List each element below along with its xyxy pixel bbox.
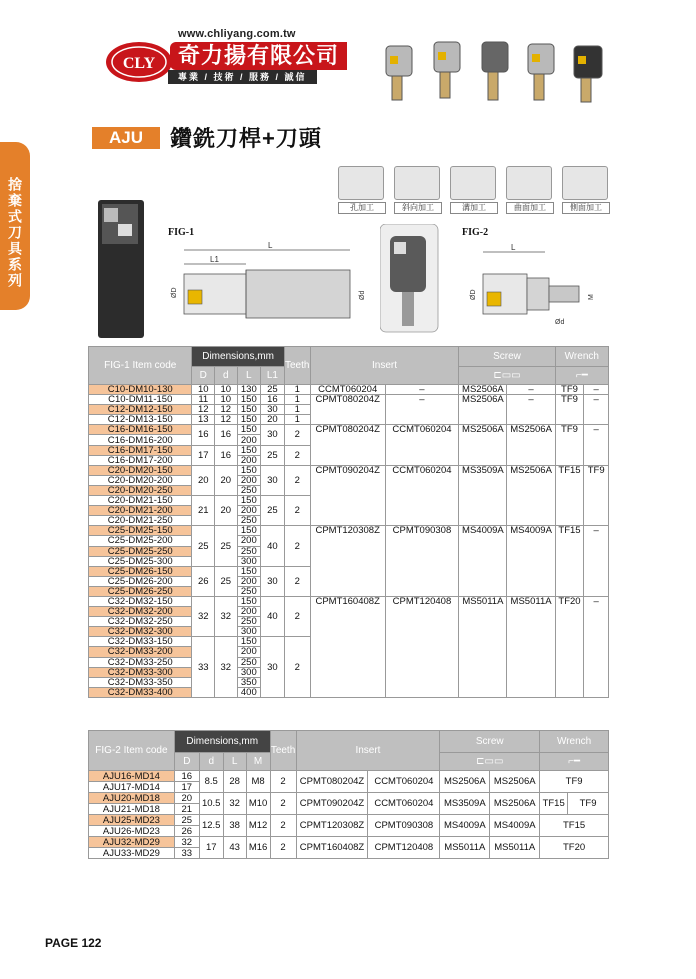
dim-D: 17	[174, 782, 199, 793]
item-code: C25-DM25-150	[89, 526, 192, 536]
spec-teeth: 2	[270, 793, 296, 815]
spec-a: CCMT060204	[310, 385, 385, 395]
spec-s1: MS2506A	[459, 425, 507, 465]
teeth: 1	[284, 405, 310, 415]
item-code: AJU16-MD14	[89, 771, 175, 782]
svg-text:L: L	[511, 243, 516, 252]
spec-s2: MS4009A	[490, 815, 540, 837]
dim-D: 16	[174, 771, 199, 782]
spec-s1: MS5011A	[459, 596, 507, 697]
spec-L: 32	[223, 793, 246, 815]
spec-L: 28	[223, 771, 246, 793]
dim-D: 32	[174, 837, 199, 848]
spec-i2: CPMT090308	[368, 815, 440, 837]
spec-s2: MS2506A	[507, 465, 555, 526]
svg-text:M: M	[588, 294, 595, 300]
dim-L: 150	[237, 637, 261, 647]
item-code: AJU20-MD18	[89, 793, 175, 804]
col-insert: Insert	[310, 347, 459, 385]
dim-L: 300	[237, 667, 261, 677]
t2-col-d: d	[199, 753, 223, 771]
dim-L1: 30	[261, 405, 285, 415]
col-L1: L1	[261, 367, 285, 385]
dim-L: 150	[237, 445, 261, 455]
spec-teeth: 2	[270, 815, 296, 837]
dim-L: 150	[237, 405, 261, 415]
dim-L: 150	[237, 465, 261, 475]
product-code-badge: AJU	[92, 127, 160, 149]
spec-a: CPMT160408Z	[310, 596, 385, 697]
dim-L: 250	[237, 516, 261, 526]
item-code: C32-DM33-300	[89, 667, 192, 677]
spec-w1: TF9	[555, 385, 584, 395]
dim-d: 12	[215, 405, 238, 415]
spec-s1: MS4009A	[459, 526, 507, 597]
t2-col-screw: Screw	[440, 731, 540, 753]
spec-s2: MS2506A	[490, 793, 540, 815]
dim-L1: 25	[261, 496, 285, 526]
dim-L: 150	[237, 596, 261, 606]
dim-D: 26	[192, 566, 215, 596]
spec-a: CPMT080204Z	[310, 425, 385, 465]
product-title: 鑽銑刀桿+刀頭	[170, 126, 322, 151]
dim-D: 26	[174, 826, 199, 837]
spec-w1: TF9	[540, 771, 609, 793]
spec-w1: TF20	[555, 596, 584, 697]
spec-s1: MS2506A	[459, 395, 507, 425]
spec-w1: TF20	[540, 837, 609, 859]
company-tagline: 專業 / 技術 / 服務 / 誠信	[168, 70, 317, 84]
spec-w2: –	[584, 425, 609, 465]
item-code: C32-DM33-150	[89, 637, 192, 647]
table-row	[89, 771, 609, 782]
svg-text:ØD: ØD	[171, 287, 178, 298]
dim-D: 25	[174, 815, 199, 826]
t2-col-M: M	[246, 753, 270, 771]
spec-M: M8	[246, 771, 270, 793]
spec-L: 43	[223, 837, 246, 859]
op-ramp: 斜向加工	[394, 166, 442, 214]
dim-L: 150	[237, 425, 261, 435]
dim-D: 20	[192, 465, 215, 495]
spec-i2: CCMT060204	[368, 771, 440, 793]
company-logo	[104, 40, 174, 84]
table-row	[89, 395, 609, 405]
dim-D: 21	[192, 496, 215, 526]
op-curve: 曲面加工	[506, 166, 554, 214]
spec-w2: –	[584, 596, 609, 697]
t2-col-L: L	[223, 753, 246, 771]
dim-D: 33	[192, 637, 215, 698]
item-code: C16-DM16-150	[89, 425, 192, 435]
spec-s1: MS4009A	[440, 815, 490, 837]
col-D: D	[192, 367, 215, 385]
item-code: AJU17-MD14	[89, 782, 175, 793]
teeth: 1	[284, 385, 310, 395]
t2-wrench-icon: ⌐━	[540, 753, 609, 771]
dim-L1: 30	[261, 465, 285, 495]
dim-D: 10	[192, 385, 215, 395]
t2-col-insert: Insert	[296, 731, 440, 771]
spec-M: M12	[246, 815, 270, 837]
item-code: C32-DM32-250	[89, 617, 192, 627]
teeth: 1	[284, 395, 310, 405]
spec-d: 12.5	[199, 815, 223, 837]
dim-D: 25	[192, 526, 215, 566]
dim-L: 200	[237, 435, 261, 445]
dim-d: 16	[215, 425, 238, 445]
table-row	[89, 837, 609, 848]
dim-L: 350	[237, 677, 261, 687]
spec-s2: MS4009A	[507, 526, 555, 597]
item-code: C16-DM16-200	[89, 435, 192, 445]
company-name: 奇力揚有限公司	[170, 42, 347, 70]
item-code: C32-DM33-250	[89, 657, 192, 667]
item-code: C12-DM12-150	[89, 405, 192, 415]
dim-L: 150	[237, 496, 261, 506]
dim-L: 200	[237, 536, 261, 546]
fig1-spec-table	[88, 346, 609, 698]
dim-L: 250	[237, 657, 261, 667]
sidebar-category: 捨棄式刀具系列	[0, 142, 30, 310]
spec-w1: TF15	[555, 465, 584, 526]
t2-col-item-code: FIG-2 Item code	[89, 731, 175, 771]
dim-L: 150	[237, 415, 261, 425]
spec-b: –	[385, 395, 459, 425]
dim-L: 200	[237, 506, 261, 516]
operation-icons	[338, 166, 608, 214]
teeth: 2	[284, 465, 310, 495]
table-row	[89, 526, 609, 536]
spec-i2: CPMT120408	[368, 837, 440, 859]
dim-L: 200	[237, 576, 261, 586]
t2-col-wrench: Wrench	[540, 731, 609, 753]
dim-D: 16	[192, 425, 215, 445]
tool-photo-fig1	[94, 200, 154, 340]
item-code: C25-DM25-250	[89, 546, 192, 556]
dim-D: 12	[192, 405, 215, 415]
item-code: C32-DM33-200	[89, 647, 192, 657]
side-machining-icon	[562, 166, 608, 200]
table-row	[89, 815, 609, 826]
dim-D: 21	[174, 804, 199, 815]
teeth: 2	[284, 445, 310, 465]
item-code: C16-DM17-200	[89, 455, 192, 465]
teeth: 1	[284, 415, 310, 425]
dim-d: 25	[215, 526, 238, 566]
teeth: 2	[284, 425, 310, 445]
spec-a: CPMT120308Z	[310, 526, 385, 597]
dim-d: 10	[215, 395, 238, 405]
spec-w2: –	[584, 395, 609, 425]
slot-machining-icon	[450, 166, 496, 200]
spec-s2: –	[507, 395, 555, 425]
table-row	[89, 465, 609, 475]
tool-photo-fig2	[380, 224, 440, 334]
t2-col-dimensions: Dimensions,mm	[174, 731, 270, 753]
op-slot: 溝加工	[450, 166, 498, 214]
hole-machining-icon	[338, 166, 384, 200]
item-code: C32-DM33-400	[89, 687, 192, 697]
spec-d: 8.5	[199, 771, 223, 793]
item-code: C25-DM25-200	[89, 536, 192, 546]
spec-s1: MS5011A	[440, 837, 490, 859]
dim-d: 20	[215, 496, 238, 526]
op-side: 側面加工	[562, 166, 610, 214]
spec-i1: CPMT090204Z	[296, 793, 368, 815]
spec-w1: TF9	[555, 425, 584, 465]
spec-i1: CPMT160408Z	[296, 837, 368, 859]
spec-b: –	[385, 385, 459, 395]
dim-D: 33	[174, 848, 199, 859]
dim-L: 130	[237, 385, 261, 395]
item-code: C10-DM10-130	[89, 385, 192, 395]
spec-b: CPMT090308	[385, 526, 459, 597]
item-code: C20-DM20-150	[89, 465, 192, 475]
item-code: C20-DM21-200	[89, 506, 192, 516]
dim-D: 17	[192, 445, 215, 465]
spec-w2: –	[584, 385, 609, 395]
spec-i2: CCMT060204	[368, 793, 440, 815]
col-item-code: FIG-1 Item code	[89, 347, 192, 385]
fig2-drawing	[465, 240, 600, 330]
col-dimensions: Dimensions,mm	[192, 347, 284, 367]
dim-d: 10	[215, 385, 238, 395]
spec-w2: TF9	[568, 793, 609, 815]
dim-d: 16	[215, 445, 238, 465]
fig1-drawing	[170, 240, 370, 330]
item-code: C16-DM17-150	[89, 445, 192, 455]
item-code: C20-DM21-250	[89, 516, 192, 526]
spec-i1: CPMT080204Z	[296, 771, 368, 793]
item-code: C32-DM33-350	[89, 677, 192, 687]
spec-w1: TF9	[555, 395, 584, 425]
teeth: 2	[284, 566, 310, 596]
ramp-machining-icon	[394, 166, 440, 200]
spec-teeth: 2	[270, 771, 296, 793]
dim-L1: 20	[261, 415, 285, 425]
dim-L1: 30	[261, 637, 285, 698]
spec-s1: MS3509A	[440, 793, 490, 815]
spec-s1: MS2506A	[459, 385, 507, 395]
teeth: 2	[284, 526, 310, 566]
col-L: L	[237, 367, 261, 385]
spec-s2: MS5011A	[490, 837, 540, 859]
op-hole: 孔加工	[338, 166, 386, 214]
dim-L1: 16	[261, 395, 285, 405]
t2-col-D: D	[174, 753, 199, 771]
spec-a: CPMT090204Z	[310, 465, 385, 526]
spec-b: CCMT060204	[385, 425, 459, 465]
spec-s2: MS2506A	[490, 771, 540, 793]
dim-L: 250	[237, 586, 261, 596]
svg-text:L: L	[268, 241, 273, 250]
svg-text:L1: L1	[210, 255, 219, 264]
spec-w1: TF15	[540, 815, 609, 837]
header-tool-images	[378, 36, 618, 108]
item-code: C32-DM32-300	[89, 627, 192, 637]
svg-text:ØD: ØD	[470, 289, 477, 300]
dim-L: 250	[237, 485, 261, 495]
dim-L: 200	[237, 607, 261, 617]
dim-d: 32	[215, 596, 238, 636]
fig2-spec-table	[88, 730, 609, 859]
dim-L: 200	[237, 455, 261, 465]
wrench-icon: ⌐━	[555, 367, 608, 385]
dim-d: 12	[215, 415, 238, 425]
dim-L: 300	[237, 627, 261, 637]
item-code: C20-DM21-150	[89, 496, 192, 506]
col-wrench: Wrench	[555, 347, 608, 367]
spec-M: M16	[246, 837, 270, 859]
table-row	[89, 596, 609, 606]
t2-screw-icon: ⊏▭▭	[440, 753, 540, 771]
item-code: C20-DM20-200	[89, 475, 192, 485]
t2-col-teeth: Teeth	[270, 731, 296, 771]
dim-L: 250	[237, 617, 261, 627]
table-row	[89, 425, 609, 435]
curve-machining-icon	[506, 166, 552, 200]
svg-text:Ød: Ød	[359, 290, 366, 300]
item-code: AJU32-MD29	[89, 837, 175, 848]
spec-d: 17	[199, 837, 223, 859]
item-code: AJU25-MD23	[89, 815, 175, 826]
item-code: C12-DM13-150	[89, 415, 192, 425]
spec-s1: MS3509A	[459, 465, 507, 526]
dim-D: 20	[174, 793, 199, 804]
spec-b: CCMT060204	[385, 465, 459, 526]
spec-L: 38	[223, 815, 246, 837]
item-code: AJU26-MD23	[89, 826, 175, 837]
teeth: 2	[284, 596, 310, 636]
item-code: C25-DM26-200	[89, 576, 192, 586]
page-number: PAGE 122	[45, 936, 102, 950]
col-teeth: Teeth	[284, 347, 310, 385]
dim-L1: 25	[261, 385, 285, 395]
teeth: 2	[284, 496, 310, 526]
spec-M: M10	[246, 793, 270, 815]
item-code: AJU33-MD29	[89, 848, 175, 859]
dim-L: 150	[237, 395, 261, 405]
dim-L1: 40	[261, 596, 285, 636]
spec-a: CPMT080204Z	[310, 395, 385, 425]
spec-w1: TF15	[540, 793, 568, 815]
svg-text:Ød: Ød	[555, 319, 565, 326]
dim-D: 32	[192, 596, 215, 636]
item-code: C25-DM26-250	[89, 586, 192, 596]
dim-D: 11	[192, 395, 215, 405]
dim-L: 200	[237, 475, 261, 485]
spec-b: CPMT120408	[385, 596, 459, 697]
dim-L1: 30	[261, 425, 285, 445]
dim-d: 32	[215, 637, 238, 698]
spec-w2: TF9	[584, 465, 609, 526]
dim-d: 25	[215, 566, 238, 596]
item-code: C32-DM32-200	[89, 607, 192, 617]
spec-d: 10.5	[199, 793, 223, 815]
dim-L: 150	[237, 526, 261, 536]
item-code: C10-DM11-150	[89, 395, 192, 405]
svg-text:CLY: CLY	[122, 55, 156, 72]
dim-L1: 40	[261, 526, 285, 566]
website-url: www.chliyang.com.tw	[178, 28, 296, 40]
teeth: 2	[284, 637, 310, 698]
spec-s2: MS5011A	[507, 596, 555, 697]
item-code: C20-DM20-250	[89, 485, 192, 495]
dim-L: 400	[237, 687, 261, 697]
table-row	[89, 385, 609, 395]
dim-L: 250	[237, 546, 261, 556]
spec-s2: MS2506A	[507, 425, 555, 465]
spec-w1: TF15	[555, 526, 584, 597]
col-d: d	[215, 367, 238, 385]
fig1-label: FIG-1	[168, 227, 195, 238]
dim-L: 300	[237, 556, 261, 566]
table-row	[89, 793, 609, 804]
dim-L1: 25	[261, 445, 285, 465]
item-code: C25-DM25-300	[89, 556, 192, 566]
spec-teeth: 2	[270, 837, 296, 859]
screw-icon: ⊏▭▭	[459, 367, 555, 385]
dim-D: 13	[192, 415, 215, 425]
dim-L: 200	[237, 647, 261, 657]
spec-w2: –	[584, 526, 609, 597]
spec-i1: CPMT120308Z	[296, 815, 368, 837]
item-code: C32-DM32-150	[89, 596, 192, 606]
fig2-label: FIG-2	[462, 227, 489, 238]
spec-s2: –	[507, 385, 555, 395]
col-screw: Screw	[459, 347, 555, 367]
spec-s1: MS2506A	[440, 771, 490, 793]
item-code: C25-DM26-150	[89, 566, 192, 576]
dim-d: 20	[215, 465, 238, 495]
item-code: AJU21-MD18	[89, 804, 175, 815]
dim-L: 150	[237, 566, 261, 576]
dim-L1: 30	[261, 566, 285, 596]
